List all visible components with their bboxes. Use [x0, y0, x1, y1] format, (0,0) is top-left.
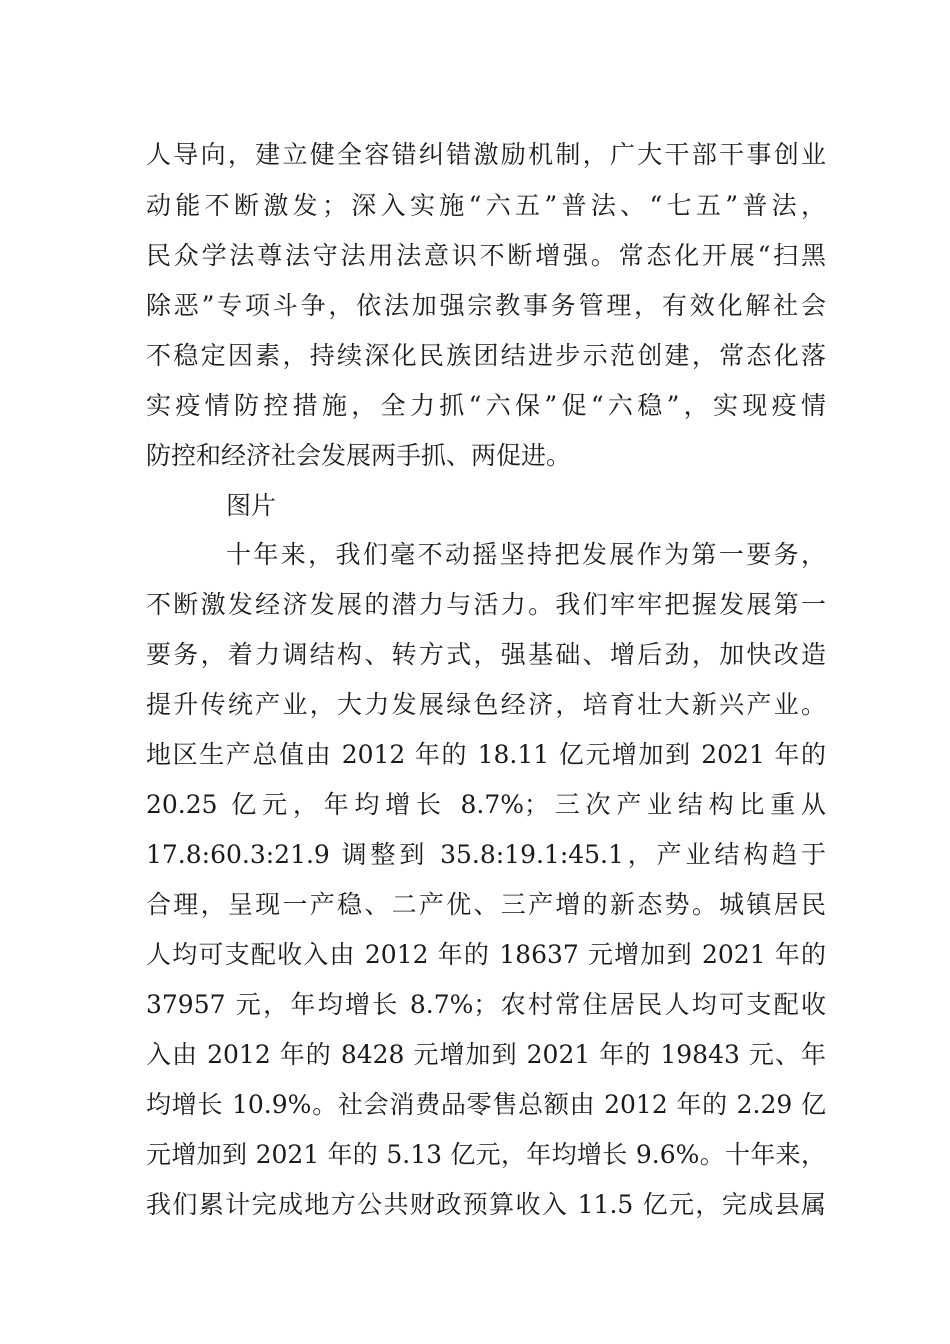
paragraph-line: 元增加到 2021 年的 5.13 亿元，年均增长 9.6%。十年来，: [146, 1140, 826, 1169]
image-placeholder-label: 图片: [226, 491, 277, 520]
paragraph-line: 防控和经济社会发展两手抓、两促进。: [146, 441, 572, 470]
paragraph-line: 地区生产总值由 2012 年的 18.11 亿元增加到 2021 年的: [146, 740, 826, 769]
paragraph-line: 动能不断激发；深入实施“六五”普法、“七五”普法，: [146, 191, 826, 220]
paragraph-line: 提升传统产业，大力发展绿色经济，培育壮大新兴产业。: [146, 690, 826, 719]
paragraph-line: 37957 元，年均增长 8.7%；农村常住居民人均可支配收: [146, 990, 826, 1019]
paragraph-line: 20.25 亿元，年均增长 8.7%；三次产业结构比重从: [146, 790, 826, 819]
paragraph-line: 17.8:60.3:21.9 调整到 35.8:19.1:45.1，产业结构趋于: [146, 840, 826, 869]
paragraph-line: 我们累计完成地方公共财政预算收入 11.5 亿元，完成县属: [146, 1190, 826, 1219]
paragraph-line: 十年来，我们毫不动摇坚持把发展作为第一要务，: [226, 540, 826, 569]
paragraph-line: 入由 2012 年的 8428 元增加到 2021 年的 19843 元、年: [146, 1040, 826, 1069]
paragraph-line: 除恶”专项斗争，依法加强宗教事务管理，有效化解社会: [146, 291, 826, 320]
paragraph-line: 人均可支配收入由 2012 年的 18637 元增加到 2021 年的: [146, 940, 826, 969]
paragraph-line: 人导向，建立健全容错纠错激励机制，广大干部干事创业: [146, 140, 826, 169]
paragraph-line: 合理，呈现一产稳、二产优、三产增的新态势。城镇居民: [146, 890, 826, 919]
paragraph-line: 均增长 10.9%。社会消费品零售总额由 2012 年的 2.29 亿: [146, 1090, 826, 1119]
paragraph-line: 实疫情防控措施，全力抓“六保”促“六稳”，实现疫情: [146, 391, 826, 420]
paragraph-line: 不稳定因素，持续深化民族团结进步示范创建，常态化落: [146, 341, 826, 370]
paragraph-line: 民众学法尊法守法用法意识不断增强。常态化开展“扫黑: [146, 241, 826, 270]
paragraph-line: 要务，着力调结构、转方式，强基础、增后劲，加快改造: [146, 640, 826, 669]
paragraph-line: 不断激发经济发展的潜力与活力。我们牢牢把握发展第一: [146, 590, 826, 619]
